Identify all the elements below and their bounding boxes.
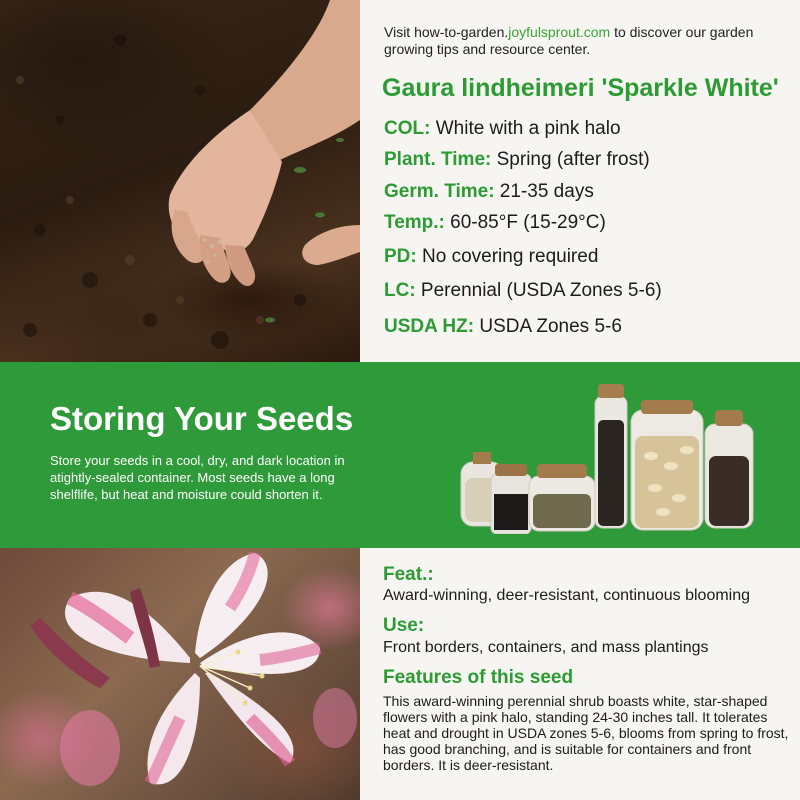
use-label: Use:: [383, 615, 425, 636]
seed-jars-illustration: [455, 384, 765, 534]
spec-germination-time: [384, 181, 594, 203]
storing-seeds-text: Store your seeds in a cool, dry, and dark location in atightly-sealed container. Most seeds have a long shelflife, but heat and moisture could shorten it.: [50, 453, 345, 502]
plant-title: Gaura lindheimeri 'Sparkle White': [382, 74, 779, 102]
visit-suffix: to discover our garden growing tips and resource center.: [384, 24, 754, 57]
spec-temperature-value: 60-85°F (15-29°C): [444, 212, 606, 233]
spec-hardiness-zone-label: USDA HZ:: [384, 316, 475, 337]
plant-info-panel: [360, 0, 800, 362]
storing-seeds-band: [0, 362, 800, 548]
spec-planting-depth: [384, 246, 598, 268]
spec-color-label: COL:: [384, 118, 431, 139]
visit-website-text: [384, 24, 784, 58]
spec-life-cycle-value: Perennial (USDA Zones 5-6): [415, 280, 662, 301]
top-section: [0, 0, 800, 362]
feat-text: Award-winning, deer-resistant, continuous blooming: [383, 587, 751, 604]
spec-germination-time-label: Germ. Time:: [384, 181, 495, 202]
spec-color-value: White with a pink halo: [430, 118, 621, 139]
use-text: Front borders, containers, and mass plantings: [383, 639, 709, 656]
spec-planting-time-label: Plant. Time:: [384, 149, 492, 170]
feat-label: Feat.:: [383, 564, 434, 585]
spec-color: [384, 118, 621, 140]
hand-sowing-seeds-photo: [0, 0, 360, 362]
hand-illustration: [0, 0, 360, 362]
visit-prefix: Visit how-to-garden.: [384, 24, 509, 40]
features-label: Features of this seed: [383, 667, 574, 688]
flower-illustration: [0, 548, 360, 800]
features-text: This award-winning perennial shrub boasts white, star-shaped flowers with a pink halo, standing 24-30 inches tall. It tolerates heat and drought in USDA zones 5-6, blooms from spring to frost, has good branching, and is suitable for containers and front borders. It is deer-resistant.: [383, 693, 789, 773]
storing-seeds-title: Storing Your Seeds: [50, 400, 354, 437]
spec-planting-depth-label: PD:: [384, 246, 417, 267]
spec-planting-depth-value: No covering required: [416, 246, 599, 267]
spec-temperature-label: Temp.:: [384, 212, 445, 233]
website-link[interactable]: joyfulsprout.com: [508, 24, 611, 40]
spec-germination-time-value: 21-35 days: [494, 181, 594, 202]
spec-planting-time: [384, 149, 650, 171]
gaura-flower-photo: [0, 548, 360, 800]
spec-hardiness-zone: [384, 316, 622, 338]
spec-planting-time-value: Spring (after frost): [491, 149, 650, 170]
spec-life-cycle-label: LC:: [384, 280, 416, 301]
spec-temperature: [384, 212, 606, 234]
spec-hardiness-zone-value: USDA Zones 5-6: [474, 316, 622, 337]
spec-life-cycle: [384, 280, 662, 302]
seed-details-panel: [360, 548, 800, 800]
